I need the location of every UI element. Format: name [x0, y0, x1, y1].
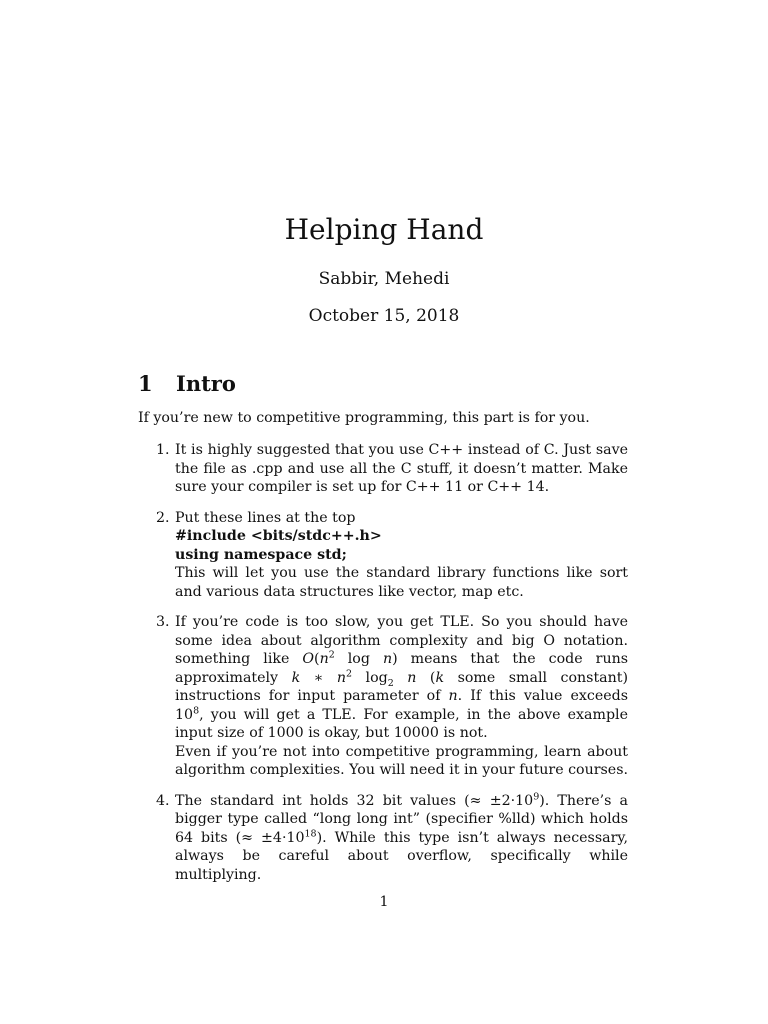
list-item-text: This will let you use the standard library functions like sort and various data structures like vector, map etc.	[175, 565, 628, 600]
text-span: , you will get a TLE. For example, in the above example input size of 1000 is okay, but 10000 is not.	[175, 706, 628, 741]
list-item-paragraph	[175, 613, 628, 743]
math-symbol: k	[435, 669, 445, 686]
text-span: ). While this type isn’t always necessary, always be careful about overflow, specifically while multiplying.	[175, 829, 628, 883]
math-superscript: 2	[345, 667, 353, 679]
math-symbol: n	[393, 669, 417, 686]
math-superscript: 2	[328, 649, 335, 661]
math-superscript: 9	[533, 790, 540, 802]
list-item-text: It is highly suggested that you use C++ instead of C. Just save the file as .cpp and use all the C stuff, it doesn’t matter. Make sure your compiler is set up for C++ 11 or C++ 14.	[175, 442, 628, 495]
page-number: 1	[379, 894, 389, 910]
section-number: 1	[138, 371, 153, 396]
math-subscript: 2	[387, 677, 394, 689]
text-span: some small constant) instructions for input parameter of	[175, 669, 628, 704]
math-symbol: ∗	[300, 669, 337, 686]
math-superscript: 8	[193, 704, 200, 716]
text-span: (	[416, 669, 436, 686]
math-symbol: O	[302, 651, 315, 667]
math-superscript: 18	[304, 827, 317, 839]
intro-paragraph: If you’re new to competitive programming, this part is for you.	[138, 410, 590, 426]
code-namespace-line: using namespace std;	[175, 546, 347, 563]
list-item	[138, 509, 628, 602]
document-date: October 15, 2018	[308, 306, 460, 326]
list-item-number: 3.	[156, 614, 170, 630]
code-include-line: #include <bits/stdc++.h>	[175, 528, 382, 544]
section-heading	[138, 368, 236, 400]
list-item	[138, 613, 628, 780]
math-symbol: n	[336, 669, 346, 686]
math-symbol: n	[319, 651, 329, 667]
math-symbol: (	[314, 651, 320, 667]
list-item-number: 1.	[156, 442, 170, 458]
list-item-number: 2.	[156, 509, 170, 526]
text-span: . If this value exceeds 10	[175, 688, 628, 723]
list-item	[138, 792, 628, 885]
numbered-list	[138, 441, 628, 896]
math-symbol: n	[382, 651, 393, 667]
document-authors: Sabbir, Mehedi	[318, 269, 450, 289]
list-item-lead: Put these lines at the top	[175, 509, 356, 526]
text-span: means that the code runs approximately	[175, 651, 628, 686]
list-item-number: 4.	[156, 792, 170, 809]
document-title: Helping Hand	[284, 213, 484, 246]
math-symbol: k	[291, 669, 301, 686]
math-symbol: log	[334, 651, 383, 667]
section-title: Intro	[176, 371, 236, 396]
list-item	[138, 441, 628, 497]
list-item-paragraph: Even if you’re not into competitive programming, learn about algorithm complexities. You will need it in your future courses.	[175, 743, 628, 778]
text-span: If you’re code is too slow, you get TLE. So you should have some idea about algorithm complexity and big O notation. something like	[175, 614, 628, 667]
text-span: The standard int holds 32 bit values (≈ ±2·10	[175, 792, 534, 809]
math-symbol: n	[448, 688, 458, 704]
math-symbol: log	[352, 669, 388, 686]
text-span: ). There’s a bigger type called “long long int” (specifier %lld) which holds 64 bits (≈ ±4·10	[175, 792, 628, 846]
math-symbol: )	[392, 651, 398, 667]
